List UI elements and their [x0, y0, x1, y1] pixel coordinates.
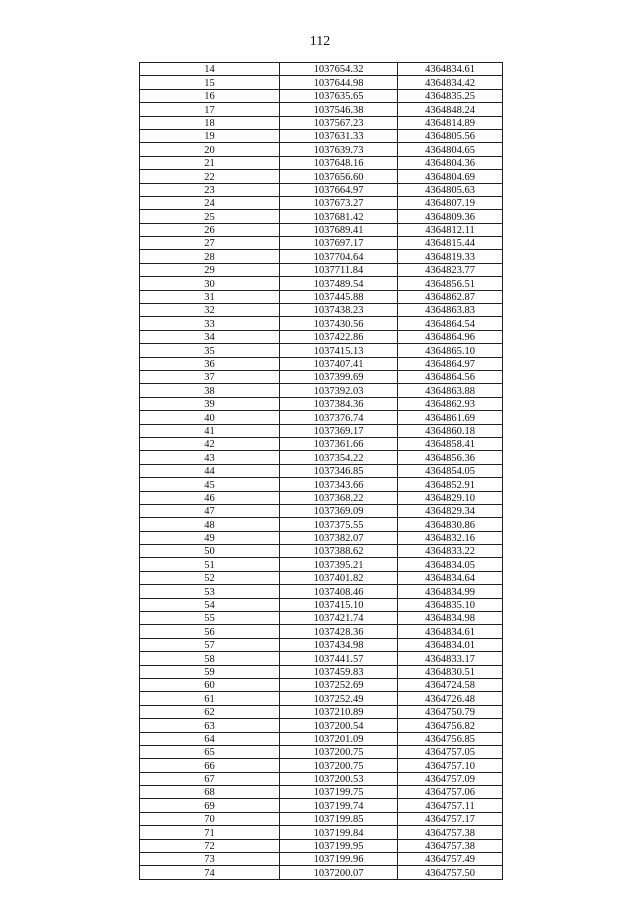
- y-coordinate-cell: 4364805.63: [398, 183, 503, 196]
- y-coordinate-cell: 4364809.36: [398, 210, 503, 223]
- table-row: [140, 223, 503, 236]
- table-row: [140, 103, 503, 116]
- y-coordinate-cell: 4364804.65: [398, 143, 503, 156]
- x-coordinate-cell: 1037200.54: [280, 719, 398, 732]
- y-coordinate-cell: 4364750.79: [398, 705, 503, 718]
- point-number-cell: 26: [140, 223, 280, 236]
- point-number-cell: 35: [140, 344, 280, 357]
- x-coordinate-cell: 1037434.98: [280, 638, 398, 651]
- table-row: [140, 839, 503, 852]
- table-row: [140, 652, 503, 665]
- x-coordinate-cell: 1037546.38: [280, 103, 398, 116]
- y-coordinate-cell: 4364852.91: [398, 478, 503, 491]
- table-row: [140, 424, 503, 437]
- y-coordinate-cell: 4364812.11: [398, 223, 503, 236]
- table-row: [140, 330, 503, 343]
- y-coordinate-cell: 4364856.36: [398, 451, 503, 464]
- point-number-cell: 44: [140, 464, 280, 477]
- table-row: [140, 478, 503, 491]
- point-number-cell: 31: [140, 290, 280, 303]
- point-number-cell: 39: [140, 397, 280, 410]
- y-coordinate-cell: 4364807.19: [398, 196, 503, 209]
- table-row: [140, 290, 503, 303]
- y-coordinate-cell: 4364757.05: [398, 745, 503, 758]
- y-coordinate-cell: 4364823.77: [398, 263, 503, 276]
- table-row: [140, 585, 503, 598]
- point-number-cell: 49: [140, 531, 280, 544]
- point-number-cell: 52: [140, 571, 280, 584]
- point-number-cell: 20: [140, 143, 280, 156]
- x-coordinate-cell: 1037654.32: [280, 63, 398, 76]
- table-row: [140, 129, 503, 142]
- x-coordinate-cell: 1037489.54: [280, 277, 398, 290]
- point-number-cell: 16: [140, 89, 280, 102]
- x-coordinate-cell: 1037388.62: [280, 545, 398, 558]
- table-row: [140, 678, 503, 691]
- y-coordinate-cell: 4364862.93: [398, 397, 503, 410]
- coordinates-table-body: [140, 63, 503, 880]
- point-number-cell: 15: [140, 76, 280, 89]
- point-number-cell: 71: [140, 826, 280, 839]
- table-row: [140, 116, 503, 129]
- y-coordinate-cell: 4364757.38: [398, 839, 503, 852]
- x-coordinate-cell: 1037361.66: [280, 437, 398, 450]
- table-row: [140, 812, 503, 825]
- table-row: [140, 531, 503, 544]
- point-number-cell: 18: [140, 116, 280, 129]
- table-row: [140, 504, 503, 517]
- x-coordinate-cell: 1037422.86: [280, 330, 398, 343]
- y-coordinate-cell: 4364861.69: [398, 411, 503, 424]
- x-coordinate-cell: 1037376.74: [280, 411, 398, 424]
- y-coordinate-cell: 4364834.42: [398, 76, 503, 89]
- point-number-cell: 36: [140, 357, 280, 370]
- point-number-cell: 42: [140, 437, 280, 450]
- y-coordinate-cell: 4364724.58: [398, 678, 503, 691]
- point-number-cell: 65: [140, 745, 280, 758]
- y-coordinate-cell: 4364835.25: [398, 89, 503, 102]
- y-coordinate-cell: 4364865.10: [398, 344, 503, 357]
- y-coordinate-cell: 4364834.99: [398, 585, 503, 598]
- y-coordinate-cell: 4364757.38: [398, 826, 503, 839]
- y-coordinate-cell: 4364834.05: [398, 558, 503, 571]
- point-number-cell: 51: [140, 558, 280, 571]
- point-number-cell: 30: [140, 277, 280, 290]
- point-number-cell: 61: [140, 692, 280, 705]
- point-number-cell: 66: [140, 759, 280, 772]
- y-coordinate-cell: 4364848.24: [398, 103, 503, 116]
- point-number-cell: 37: [140, 370, 280, 383]
- table-row: [140, 598, 503, 611]
- point-number-cell: 23: [140, 183, 280, 196]
- x-coordinate-cell: 1037200.75: [280, 759, 398, 772]
- point-number-cell: 62: [140, 705, 280, 718]
- x-coordinate-cell: 1037445.88: [280, 290, 398, 303]
- point-number-cell: 46: [140, 491, 280, 504]
- table-row: [140, 370, 503, 383]
- table-row: [140, 210, 503, 223]
- table-row: [140, 63, 503, 76]
- y-coordinate-cell: 4364834.64: [398, 571, 503, 584]
- table-row: [140, 545, 503, 558]
- x-coordinate-cell: 1037252.49: [280, 692, 398, 705]
- x-coordinate-cell: 1037704.64: [280, 250, 398, 263]
- y-coordinate-cell: 4364860.18: [398, 424, 503, 437]
- x-coordinate-cell: 1037199.75: [280, 786, 398, 799]
- y-coordinate-cell: 4364757.49: [398, 853, 503, 866]
- table-row: [140, 263, 503, 276]
- x-coordinate-cell: 1037415.10: [280, 598, 398, 611]
- x-coordinate-cell: 1037648.16: [280, 156, 398, 169]
- point-number-cell: 56: [140, 625, 280, 638]
- point-number-cell: 38: [140, 384, 280, 397]
- x-coordinate-cell: 1037408.46: [280, 585, 398, 598]
- table-row: [140, 384, 503, 397]
- table-row: [140, 826, 503, 839]
- point-number-cell: 29: [140, 263, 280, 276]
- y-coordinate-cell: 4364815.44: [398, 237, 503, 250]
- y-coordinate-cell: 4364835.10: [398, 598, 503, 611]
- y-coordinate-cell: 4364804.69: [398, 170, 503, 183]
- point-number-cell: 53: [140, 585, 280, 598]
- point-number-cell: 17: [140, 103, 280, 116]
- x-coordinate-cell: 1037199.74: [280, 799, 398, 812]
- table-row: [140, 437, 503, 450]
- x-coordinate-cell: 1037343.66: [280, 478, 398, 491]
- table-row: [140, 705, 503, 718]
- x-coordinate-cell: 1037681.42: [280, 210, 398, 223]
- point-number-cell: 54: [140, 598, 280, 611]
- table-row: [140, 665, 503, 678]
- table-row: [140, 156, 503, 169]
- table-row: [140, 344, 503, 357]
- table-row: [140, 759, 503, 772]
- y-coordinate-cell: 4364854.05: [398, 464, 503, 477]
- x-coordinate-cell: 1037428.36: [280, 625, 398, 638]
- x-coordinate-cell: 1037384.36: [280, 397, 398, 410]
- x-coordinate-cell: 1037711.84: [280, 263, 398, 276]
- x-coordinate-cell: 1037395.21: [280, 558, 398, 571]
- table-row: [140, 853, 503, 866]
- page-number: 112: [309, 34, 331, 49]
- table-row: [140, 612, 503, 625]
- point-number-cell: 47: [140, 504, 280, 517]
- x-coordinate-cell: 1037689.41: [280, 223, 398, 236]
- y-coordinate-cell: 4364756.85: [398, 732, 503, 745]
- x-coordinate-cell: 1037673.27: [280, 196, 398, 209]
- y-coordinate-cell: 4364819.33: [398, 250, 503, 263]
- x-coordinate-cell: 1037392.03: [280, 384, 398, 397]
- table-row: [140, 357, 503, 370]
- y-coordinate-cell: 4364757.50: [398, 866, 503, 879]
- table-row: [140, 799, 503, 812]
- y-coordinate-cell: 4364863.83: [398, 304, 503, 317]
- x-coordinate-cell: 1037199.84: [280, 826, 398, 839]
- y-coordinate-cell: 4364830.86: [398, 518, 503, 531]
- x-coordinate-cell: 1037382.07: [280, 531, 398, 544]
- point-number-cell: 19: [140, 129, 280, 142]
- point-number-cell: 60: [140, 678, 280, 691]
- y-coordinate-cell: 4364856.51: [398, 277, 503, 290]
- table-row: [140, 745, 503, 758]
- point-number-cell: 74: [140, 866, 280, 879]
- table-row: [140, 464, 503, 477]
- table-row: [140, 866, 503, 879]
- table-row: [140, 250, 503, 263]
- table-row: [140, 772, 503, 785]
- y-coordinate-cell: 4364834.98: [398, 612, 503, 625]
- coordinates-table: [139, 62, 503, 880]
- point-number-cell: 43: [140, 451, 280, 464]
- y-coordinate-cell: 4364829.10: [398, 491, 503, 504]
- y-coordinate-cell: 4364804.36: [398, 156, 503, 169]
- table-row: [140, 317, 503, 330]
- table-row: [140, 89, 503, 102]
- x-coordinate-cell: 1037201.09: [280, 732, 398, 745]
- y-coordinate-cell: 4364830.51: [398, 665, 503, 678]
- y-coordinate-cell: 4364829.34: [398, 504, 503, 517]
- table-row: [140, 786, 503, 799]
- table-row: [140, 196, 503, 209]
- y-coordinate-cell: 4364757.09: [398, 772, 503, 785]
- y-coordinate-cell: 4364757.11: [398, 799, 503, 812]
- y-coordinate-cell: 4364814.89: [398, 116, 503, 129]
- table-row: [140, 719, 503, 732]
- x-coordinate-cell: 1037567.23: [280, 116, 398, 129]
- y-coordinate-cell: 4364834.61: [398, 63, 503, 76]
- table-row: [140, 411, 503, 424]
- x-coordinate-cell: 1037415.13: [280, 344, 398, 357]
- x-coordinate-cell: 1037401.82: [280, 571, 398, 584]
- y-coordinate-cell: 4364864.96: [398, 330, 503, 343]
- table-row: [140, 397, 503, 410]
- table-row: [140, 558, 503, 571]
- table-row: [140, 625, 503, 638]
- table-row: [140, 143, 503, 156]
- point-number-cell: 22: [140, 170, 280, 183]
- x-coordinate-cell: 1037697.17: [280, 237, 398, 250]
- y-coordinate-cell: 4364757.17: [398, 812, 503, 825]
- point-number-cell: 48: [140, 518, 280, 531]
- y-coordinate-cell: 4364756.82: [398, 719, 503, 732]
- x-coordinate-cell: 1037407.41: [280, 357, 398, 370]
- x-coordinate-cell: 1037375.55: [280, 518, 398, 531]
- point-number-cell: 58: [140, 652, 280, 665]
- table-row: [140, 277, 503, 290]
- point-number-cell: 14: [140, 63, 280, 76]
- x-coordinate-cell: 1037199.85: [280, 812, 398, 825]
- table-row: [140, 304, 503, 317]
- point-number-cell: 59: [140, 665, 280, 678]
- y-coordinate-cell: 4364858.41: [398, 437, 503, 450]
- table-row: [140, 237, 503, 250]
- x-coordinate-cell: 1037200.75: [280, 745, 398, 758]
- y-coordinate-cell: 4364833.17: [398, 652, 503, 665]
- x-coordinate-cell: 1037346.85: [280, 464, 398, 477]
- point-number-cell: 73: [140, 853, 280, 866]
- x-coordinate-cell: 1037200.53: [280, 772, 398, 785]
- x-coordinate-cell: 1037368.22: [280, 491, 398, 504]
- point-number-cell: 67: [140, 772, 280, 785]
- x-coordinate-cell: 1037199.95: [280, 839, 398, 852]
- point-number-cell: 72: [140, 839, 280, 852]
- point-number-cell: 32: [140, 304, 280, 317]
- point-number-cell: 34: [140, 330, 280, 343]
- x-coordinate-cell: 1037252.69: [280, 678, 398, 691]
- point-number-cell: 50: [140, 545, 280, 558]
- point-number-cell: 69: [140, 799, 280, 812]
- x-coordinate-cell: 1037369.09: [280, 504, 398, 517]
- point-number-cell: 24: [140, 196, 280, 209]
- x-coordinate-cell: 1037200.07: [280, 866, 398, 879]
- x-coordinate-cell: 1037369.17: [280, 424, 398, 437]
- y-coordinate-cell: 4364863.88: [398, 384, 503, 397]
- x-coordinate-cell: 1037639.73: [280, 143, 398, 156]
- point-number-cell: 70: [140, 812, 280, 825]
- x-coordinate-cell: 1037635.65: [280, 89, 398, 102]
- x-coordinate-cell: 1037656.60: [280, 170, 398, 183]
- table-row: [140, 732, 503, 745]
- y-coordinate-cell: 4364833.22: [398, 545, 503, 558]
- y-coordinate-cell: 4364757.06: [398, 786, 503, 799]
- x-coordinate-cell: 1037631.33: [280, 129, 398, 142]
- y-coordinate-cell: 4364834.01: [398, 638, 503, 651]
- x-coordinate-cell: 1037199.96: [280, 853, 398, 866]
- y-coordinate-cell: 4364864.97: [398, 357, 503, 370]
- point-number-cell: 57: [140, 638, 280, 651]
- table-row: [140, 518, 503, 531]
- x-coordinate-cell: 1037421.74: [280, 612, 398, 625]
- x-coordinate-cell: 1037430.56: [280, 317, 398, 330]
- x-coordinate-cell: 1037644.98: [280, 76, 398, 89]
- table-row: [140, 491, 503, 504]
- point-number-cell: 33: [140, 317, 280, 330]
- point-number-cell: 64: [140, 732, 280, 745]
- y-coordinate-cell: 4364832.16: [398, 531, 503, 544]
- y-coordinate-cell: 4364864.54: [398, 317, 503, 330]
- x-coordinate-cell: 1037438.23: [280, 304, 398, 317]
- point-number-cell: 27: [140, 237, 280, 250]
- table-row: [140, 571, 503, 584]
- table-row: [140, 183, 503, 196]
- x-coordinate-cell: 1037664.97: [280, 183, 398, 196]
- x-coordinate-cell: 1037399.69: [280, 370, 398, 383]
- y-coordinate-cell: 4364805.56: [398, 129, 503, 142]
- y-coordinate-cell: 4364757.10: [398, 759, 503, 772]
- table-row: [140, 76, 503, 89]
- table-row: [140, 638, 503, 651]
- x-coordinate-cell: 1037441.57: [280, 652, 398, 665]
- table-row: [140, 170, 503, 183]
- y-coordinate-cell: 4364864.56: [398, 370, 503, 383]
- point-number-cell: 25: [140, 210, 280, 223]
- point-number-cell: 41: [140, 424, 280, 437]
- point-number-cell: 63: [140, 719, 280, 732]
- x-coordinate-cell: 1037354.22: [280, 451, 398, 464]
- table-row: [140, 451, 503, 464]
- x-coordinate-cell: 1037210.89: [280, 705, 398, 718]
- y-coordinate-cell: 4364726.48: [398, 692, 503, 705]
- point-number-cell: 21: [140, 156, 280, 169]
- y-coordinate-cell: 4364834.61: [398, 625, 503, 638]
- x-coordinate-cell: 1037459.83: [280, 665, 398, 678]
- point-number-cell: 55: [140, 612, 280, 625]
- point-number-cell: 68: [140, 786, 280, 799]
- table-row: [140, 692, 503, 705]
- point-number-cell: 28: [140, 250, 280, 263]
- point-number-cell: 45: [140, 478, 280, 491]
- point-number-cell: 40: [140, 411, 280, 424]
- y-coordinate-cell: 4364862.87: [398, 290, 503, 303]
